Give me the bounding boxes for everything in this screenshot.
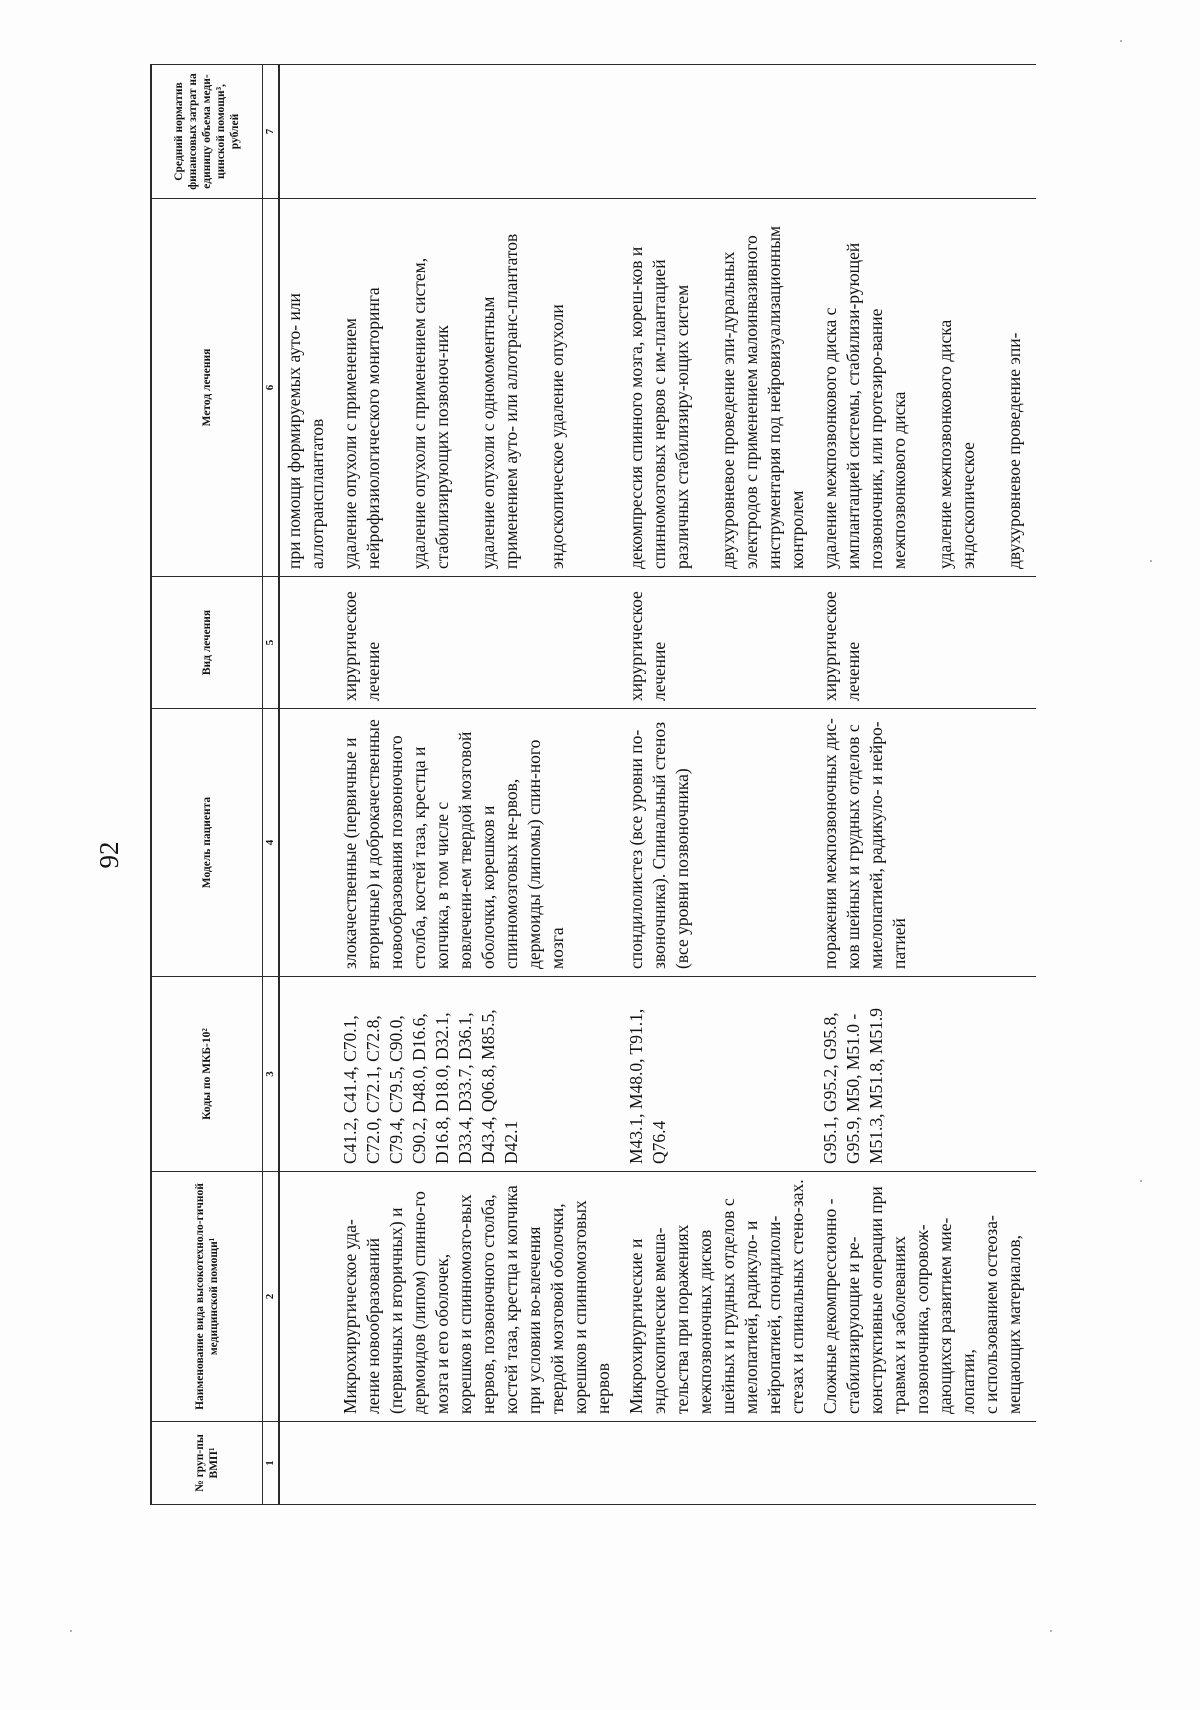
- table-row: [339, 65, 625, 1505]
- column-number: 2: [263, 1172, 280, 1422]
- column-number-row: [263, 65, 280, 1505]
- table-row-continuation: [279, 65, 339, 1505]
- icd-codes-cell: M43.1, M48.0, T91.1, Q76.4: [625, 977, 819, 1172]
- page-number: 92: [94, 841, 124, 869]
- column-number: 1: [263, 1422, 280, 1505]
- group-number-cell: [279, 1422, 339, 1505]
- patient-model-cell: злокачественные (первичные и вторичные) и доброкачественные новообразования позвоночного столба, костей таза, крестца и копчика, в том числе с вовлечени-ем твердой мозговой оболочки, корешков и спинномозговых не-рвов, дермоиды (липомы) спин-ного мозга: [339, 709, 625, 977]
- treatment-method-cell: [819, 199, 1036, 577]
- treatment-method: удаление межпозвонкового диска эндоскопическое: [935, 319, 978, 569]
- average-cost-cell: [339, 65, 625, 199]
- vmp-name-cell: Микрохирургическое уда-ление новообразований (первичных и вторичных) и дермоидов (липом) спинно-го мозга и его оболочек, корешков и спинномозго-вых нервов, позвоночного столба, костей таза, крестца и копчика при условии во-влечения твердой мозговой оболочки, корешков и спинномозговых нервов: [339, 1172, 625, 1422]
- patient-model-cell: [279, 709, 339, 977]
- header-treatment-method: Метод лечения: [151, 199, 263, 577]
- treatment-type-cell: хирургическое лечение: [339, 577, 625, 709]
- treatment-method: двухуровневое проведение эпи-: [1004, 332, 1024, 569]
- column-number: 4: [263, 709, 280, 977]
- treatment-method: декомпрессия спинного мозга, кореш-ков и спинномозговых нервов с им-плантацией различных стабилизиру-ющих систем: [626, 246, 692, 569]
- treatment-type-cell: хирургическое лечение: [819, 577, 1036, 709]
- group-number-cell: [819, 1422, 1036, 1505]
- icd-codes-cell: [279, 977, 339, 1172]
- header-icd-codes: Коды по МКБ-10²: [151, 977, 263, 1172]
- column-number: 5: [263, 577, 280, 709]
- treatment-type-cell: [279, 577, 339, 709]
- treatment-method-cell: [339, 199, 625, 577]
- icd-codes-cell: G95.1, G95.2, G95.8, G95.9, M50, M51.0 - M51.3, M51.8, M51.9: [819, 977, 1036, 1172]
- header-average-cost: Средний норматив финансовых затрат на единицу объема меди-цинской помощи³, рублей: [151, 65, 263, 199]
- vmp-name-cell: Микрохирургические и эндоскопические вмеша-тельства при поражениях межпозвоночных дисков шейных и грудных отделов с миелопатией, радикуло- и нейропатией, спондилоли-стезах и спинальных стено-зах.: [625, 1172, 819, 1422]
- header-treatment-type: Вид лечения: [151, 577, 263, 709]
- vmp-name-text-extra: с использованием остеоза-мещающих материалов,: [981, 1215, 1024, 1414]
- average-cost-cell: [279, 65, 339, 199]
- treatment-method: двухуровневое проведение эпи-дуральных электродов с применением малоинвазивного инструментария под нейровизуализационным контролем: [718, 225, 807, 569]
- vmp-name-cell: [819, 1172, 1036, 1422]
- column-number: 6: [263, 199, 280, 577]
- patient-model-cell: поражения межпозвоночных дис-ков шейных и грудных отделов с миелопатией, радикуло- и нейро-патией: [819, 709, 1036, 977]
- table-row: [819, 65, 1036, 1505]
- table-row: [625, 65, 819, 1505]
- group-number-cell: [339, 1422, 625, 1505]
- treatment-type-cell: хирургическое лечение: [625, 577, 819, 709]
- treatment-method: удаление опухоли с применением нейрофизиологического мониторинга: [340, 287, 383, 569]
- header-vmp-name: Наименование вида высокотехноло-гичной медицинской помощи¹: [151, 1172, 263, 1422]
- vmp-name-text: Сложные декомпрессионно - стабилизирующие и ре-конструктивные операции при травмах и заболеваниях позвоночника, сопровож-дающихся развитием мие-лопатии,: [820, 1186, 978, 1414]
- average-cost-cell: [625, 65, 819, 199]
- patient-model-cell: спондилолистез (все уровни по-звоночника). Спинальный стеноз (все уровни позвоночника): [625, 709, 819, 977]
- vmp-name-cell: [279, 1172, 339, 1422]
- treatment-method: эндоскопическое удаление опухоли: [547, 304, 567, 569]
- group-number-cell: [625, 1422, 819, 1505]
- vmp-table: [150, 64, 1036, 1505]
- icd-codes-cell: C41.2, C41.4, C70.1, C72.0, C72.1, C72.8, C79.4, C79.5, C90.0, C90.2, D48.0, D16.6, D16.8, D18.0, D32.1, D33.4, D33.7, D36.1, D43.4, Q06.8, M85.5, D42.1: [339, 977, 625, 1172]
- treatment-method-cell: при помощи формируемых ауто- или аллотрансплантатов: [279, 199, 339, 577]
- column-number: 7: [263, 65, 280, 199]
- column-number: 3: [263, 977, 280, 1172]
- treatment-method: удаление межпозвонкового диска с имплантацией системы, стабилизи-рующей позвоночник, или протезиро-вание межпозвонкового диска: [820, 242, 909, 569]
- treatment-method-cell: [625, 199, 819, 577]
- header-group-number: № груп-пы ВМП¹: [151, 1422, 263, 1505]
- treatment-method: удаление опухоли с одномоментным применением ауто- или аллотранс-плантатов: [478, 233, 521, 569]
- header-patient-model: Модель пациента: [151, 709, 263, 977]
- average-cost-cell: [819, 65, 1036, 199]
- treatment-method: удаление опухоли с применением систем, стабилизирующих позвоноч-ник: [409, 257, 452, 569]
- header-row: [151, 65, 263, 1505]
